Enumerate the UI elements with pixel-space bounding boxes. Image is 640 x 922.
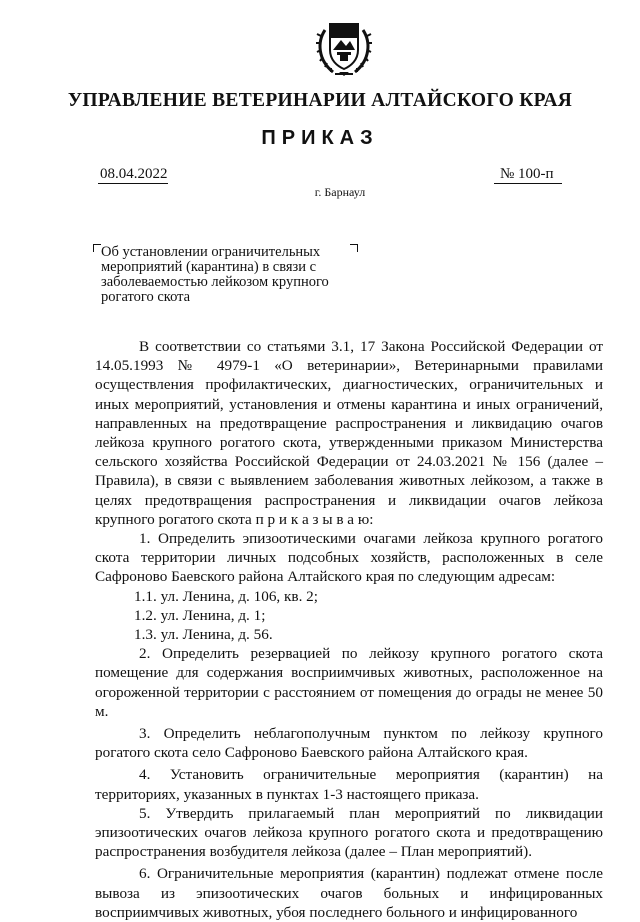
order-date: 08.04.2022: [100, 166, 168, 182]
subject-line: Об установлении ограничительных: [101, 244, 321, 260]
subject-line: рогатого скота: [101, 289, 191, 305]
clause-1: 1. Определить эпизоотическими очагами лейкоза крупного рогатого скота территории личных подсобных хозяйств, расположенных в селе Сафроново Баевского района Алтайского края по следующим адресам:: [95, 530, 603, 586]
subject-bracket-right: [350, 244, 358, 252]
subject-line: заболеваемостью лейкозом крупного: [101, 274, 329, 290]
coat-of-arms-emblem: [315, 16, 373, 78]
document-type-title: ПРИКАЗ: [261, 127, 379, 149]
clause-6: 6. Ограничительные мероприятия (карантин) подлежат отмене после вывоза из эпизоотических очагов больных и инфицированных восприимчивых животных, убоя последнего больного и инфицированного: [95, 865, 603, 921]
order-subject: [101, 245, 349, 305]
clause-3: 3. Определить неблагополучным пунктом по лейкозу крупного рогатого скота село Сафроново Баевского района Алтайского края.: [95, 725, 603, 762]
clause-2: 2. Определить резервацией по лейкозу крупного рогатого скота помещение для содержания восприимчивых животных, расположенное на огороженной территории с расстоянием от помещения до ограды не менее 50 м.: [95, 645, 603, 720]
subject-bracket-left: [93, 244, 101, 252]
order-body: [95, 337, 603, 922]
preamble-paragraph: В соответствии со статьями 3.1, 17 Закона Российской Федерации от 14.05.1993 № 4979-1 «О ветеринарии», Ветеринарными правилами осуществления профилактических, диагностических, ограничительных и иных мероприятий, установления и отмены карантина и иных ограничений, направленных на предотвращение распространения и ликвидацию очагов лейкоза крупного рогатого скота, утвержденными приказом Министерства сельского хозяйства Российской Федерации от 24.03.2021 № 156 (далее – Правила), в связи с выявлением заболевания животных лейкозом, а также в целях предотвращения распространения и ликвидации очагов лейкоза крупного рогатого скота п р и к а з ы в а ю:: [95, 338, 603, 528]
organization-name: УПРАВЛЕНИЕ ВЕТЕРИНАРИИ АЛТАЙСКОГО КРАЯ: [67, 90, 573, 111]
clause-1-2: 1.2. ул. Ленина, д. 1;: [134, 606, 266, 624]
clause-1-1: 1.1. ул. Ленина, д. 106, кв. 2;: [134, 587, 318, 605]
clause-1-3: 1.3. ул. Ленина, д. 56.: [134, 626, 273, 644]
clause-4: 4. Установить ограничительные мероприятия (карантин) на территориях, указанных в пунктах 1-3 настоящего приказа.: [95, 766, 603, 803]
issue-city: г. Барнаул: [314, 185, 366, 199]
clause-5: 5. Утвердить прилагаемый план мероприятий по ликвидации эпизоотических очагов лейкоза крупного рогатого скота и предотвращению распространения возбудителя лейкоза (далее – План мероприятий).: [95, 804, 603, 861]
order-number: № 100-п: [494, 166, 562, 184]
subject-line: мероприятий (карантина) в связи с: [101, 259, 317, 275]
